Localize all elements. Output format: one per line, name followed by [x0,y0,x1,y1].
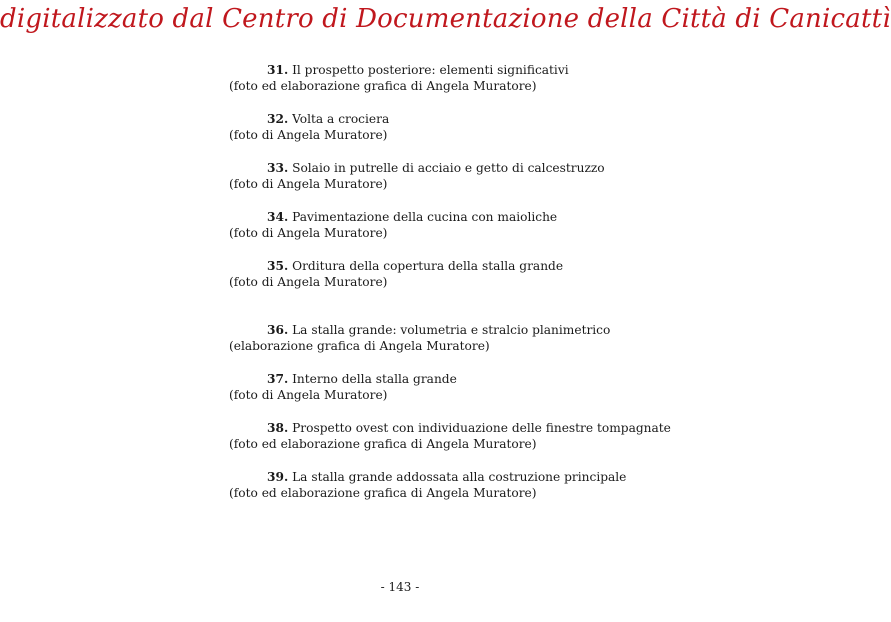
caption-number: 35. [267,259,289,273]
caption-list [229,62,749,518]
caption-number: 31. [267,63,289,77]
caption-title: La stalla grande: volumetria e stralcio planimetrico [292,323,611,337]
caption-entry-34 [229,209,749,241]
caption-credit: (foto ed elaborazione grafica di Angela Muratore) [229,486,537,500]
caption-title: Interno della stalla grande [292,372,457,386]
caption-entry-32 [229,111,749,143]
digitization-watermark: digitalizzato dal Centro di Documentazione della Città di Canicattì [0,4,891,34]
caption-credit: (foto di Angela Muratore) [229,128,388,142]
caption-title: Volta a crociera [292,112,390,126]
caption-entry-33 [229,160,749,192]
caption-entry-35 [229,258,749,290]
caption-credit: (foto di Angela Muratore) [229,388,388,402]
caption-number: 39. [267,470,289,484]
page-number: - 143 - [380,580,420,594]
caption-credit: (foto di Angela Muratore) [229,177,388,191]
caption-entry-38 [229,420,749,452]
caption-title: Solaio in putrelle di acciaio e getto di calcestruzzo [292,161,605,175]
caption-credit: (foto di Angela Muratore) [229,226,388,240]
caption-entry-37 [229,371,749,403]
caption-title: Il prospetto posteriore: elementi significativi [292,63,569,77]
caption-number: 33. [267,161,289,175]
caption-entry-31 [229,62,749,94]
caption-entry-39 [229,469,749,501]
caption-number: 32. [267,112,289,126]
caption-credit: (foto ed elaborazione grafica di Angela Muratore) [229,437,537,451]
caption-entry-36 [229,322,749,354]
caption-number: 38. [267,421,289,435]
caption-credit: (foto di Angela Muratore) [229,275,388,289]
caption-number: 37. [267,372,289,386]
caption-title: Orditura della copertura della stalla grande [292,259,564,273]
caption-number: 36. [267,323,289,337]
caption-credit: (foto ed elaborazione grafica di Angela Muratore) [229,79,537,93]
caption-title: La stalla grande addossata alla costruzione principale [292,470,627,484]
caption-title: Pavimentazione della cucina con maioliche [292,210,558,224]
caption-number: 34. [267,210,289,224]
caption-title: Prospetto ovest con individuazione delle finestre tompagnate [292,421,671,435]
caption-credit: (elaborazione grafica di Angela Muratore) [229,339,490,353]
